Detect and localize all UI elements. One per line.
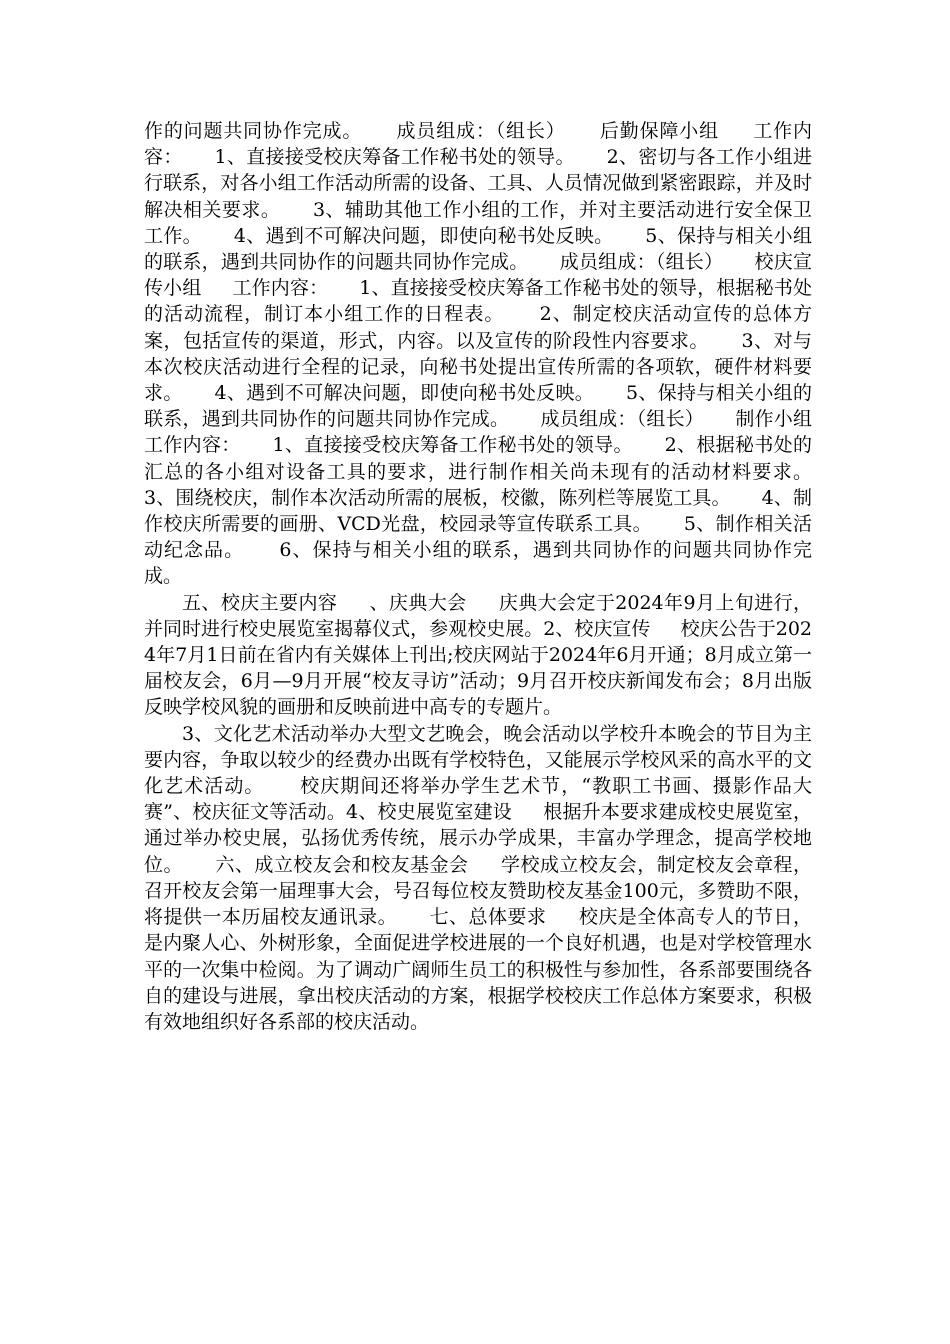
document-body <box>144 118 843 1035</box>
paragraph-work-groups: 作的问题共同协作完成。 成员组成：（组长） 后勤保障小组 工作内容： 1、直接接受校庆筹备工作秘书处的领导。 2、密切与各工作小组进行联系，对各小组工作活动所需的设备、工具、人员情况做到紧密跟踪，并及时解决相关要求。 3、辅助其他工作小组的工作，并对主要活动进行安全保卫工作。 4、遇到不可解决问题，即使向秘书处反映。 5、保持与相关小组的联系，遇到共同协作的问题共同协作完成。 成员组成：（组长） 校庆宣传小组 工作内容： 1、直接接受校庆筹备工作秘书处的领导，根据秘书处的活动流程，制订本小组工作的日程表。 2、制定校庆活动宣传的总体方案，包括宣传的渠道，形式，内容。以及宣传的阶段性内容要求。 3、对与本次校庆活动进行全程的记录，向秘书处提出宣传所需的各项软，硬件材料要求。 4、遇到不可解决问题，即使向秘书处反映。 5、保持与相关小组的联系，遇到共同协作的问题共同协作完成。 成员组成：（组长） 制作小组 工作内容： 1、直接接受校庆筹备工作秘书处的领导。 2、根据秘书处的汇总的各小组对设备工具的要求，进行制作相关尚未现有的活动材料要求。 3、围绕校庆，制作本次活动所需的展板，校徽，陈列栏等展览工具。 4、制作校庆所需要的画册、VCD光盘，校园录等宣传联系工具。 5、制作相关活动纪念品。 6、保持与相关小组的联系，遇到共同协作的问题共同协作完成。 <box>144 120 843 588</box>
paragraph-activities-requirements: 3、文化艺术活动举办大型文艺晚会，晚会活动以学校升本晚会的节目为主要内容，争取以较少的经费办出既有学校特色，又能展示学校风采的高水平的文化艺术活动。 校庆期间还将举办学生艺术节，“教职工书画、摄影作品大赛”、校庆征文等活动。4、校史展览室建设 根据升本要求建成校史展览室，通过举办校史展，弘扬优秀传统，展示办学成果，丰富办学理念，提高学校地位。 六、成立校友会和校友基金会 学校成立校友会，制定校友会章程，召开校友会第一届理事大会，号召每位校友赞助校友基金100元，多赞助不限，将提供一本历届校友通讯录。 七、总体要求 校庆是全体高专人的节日，是内聚人心、外树形象，全面促进学校进展的一个良好机遇，也是对学校管理水平的一次集中检阅。为了调动广阔师生员工的积极性与参加性，各系部要围绕各自的建设与进展，拿出校庆活动的方案，根据学校校庆工作总体方案要求，积极有效地组织好各系部的校庆活动。 <box>144 722 812 1033</box>
paragraph-main-content: 五、校庆主要内容 、庆典大会 庆典大会定于2024年9月上旬进行，并同时进行校史展览室揭幕仪式，参观校史展。2、校庆宣传 校庆公告于2024年7月1日前在省内有关媒体上刊出;校庆网站于2024年6月开通；8月成立第一届校友会，6月—9月开展“校友寻访”活动；9月召开校庆新闻发布会；8月出版反映学校风貌的画册和反映前进中高专的专题片。 <box>144 591 812 719</box>
